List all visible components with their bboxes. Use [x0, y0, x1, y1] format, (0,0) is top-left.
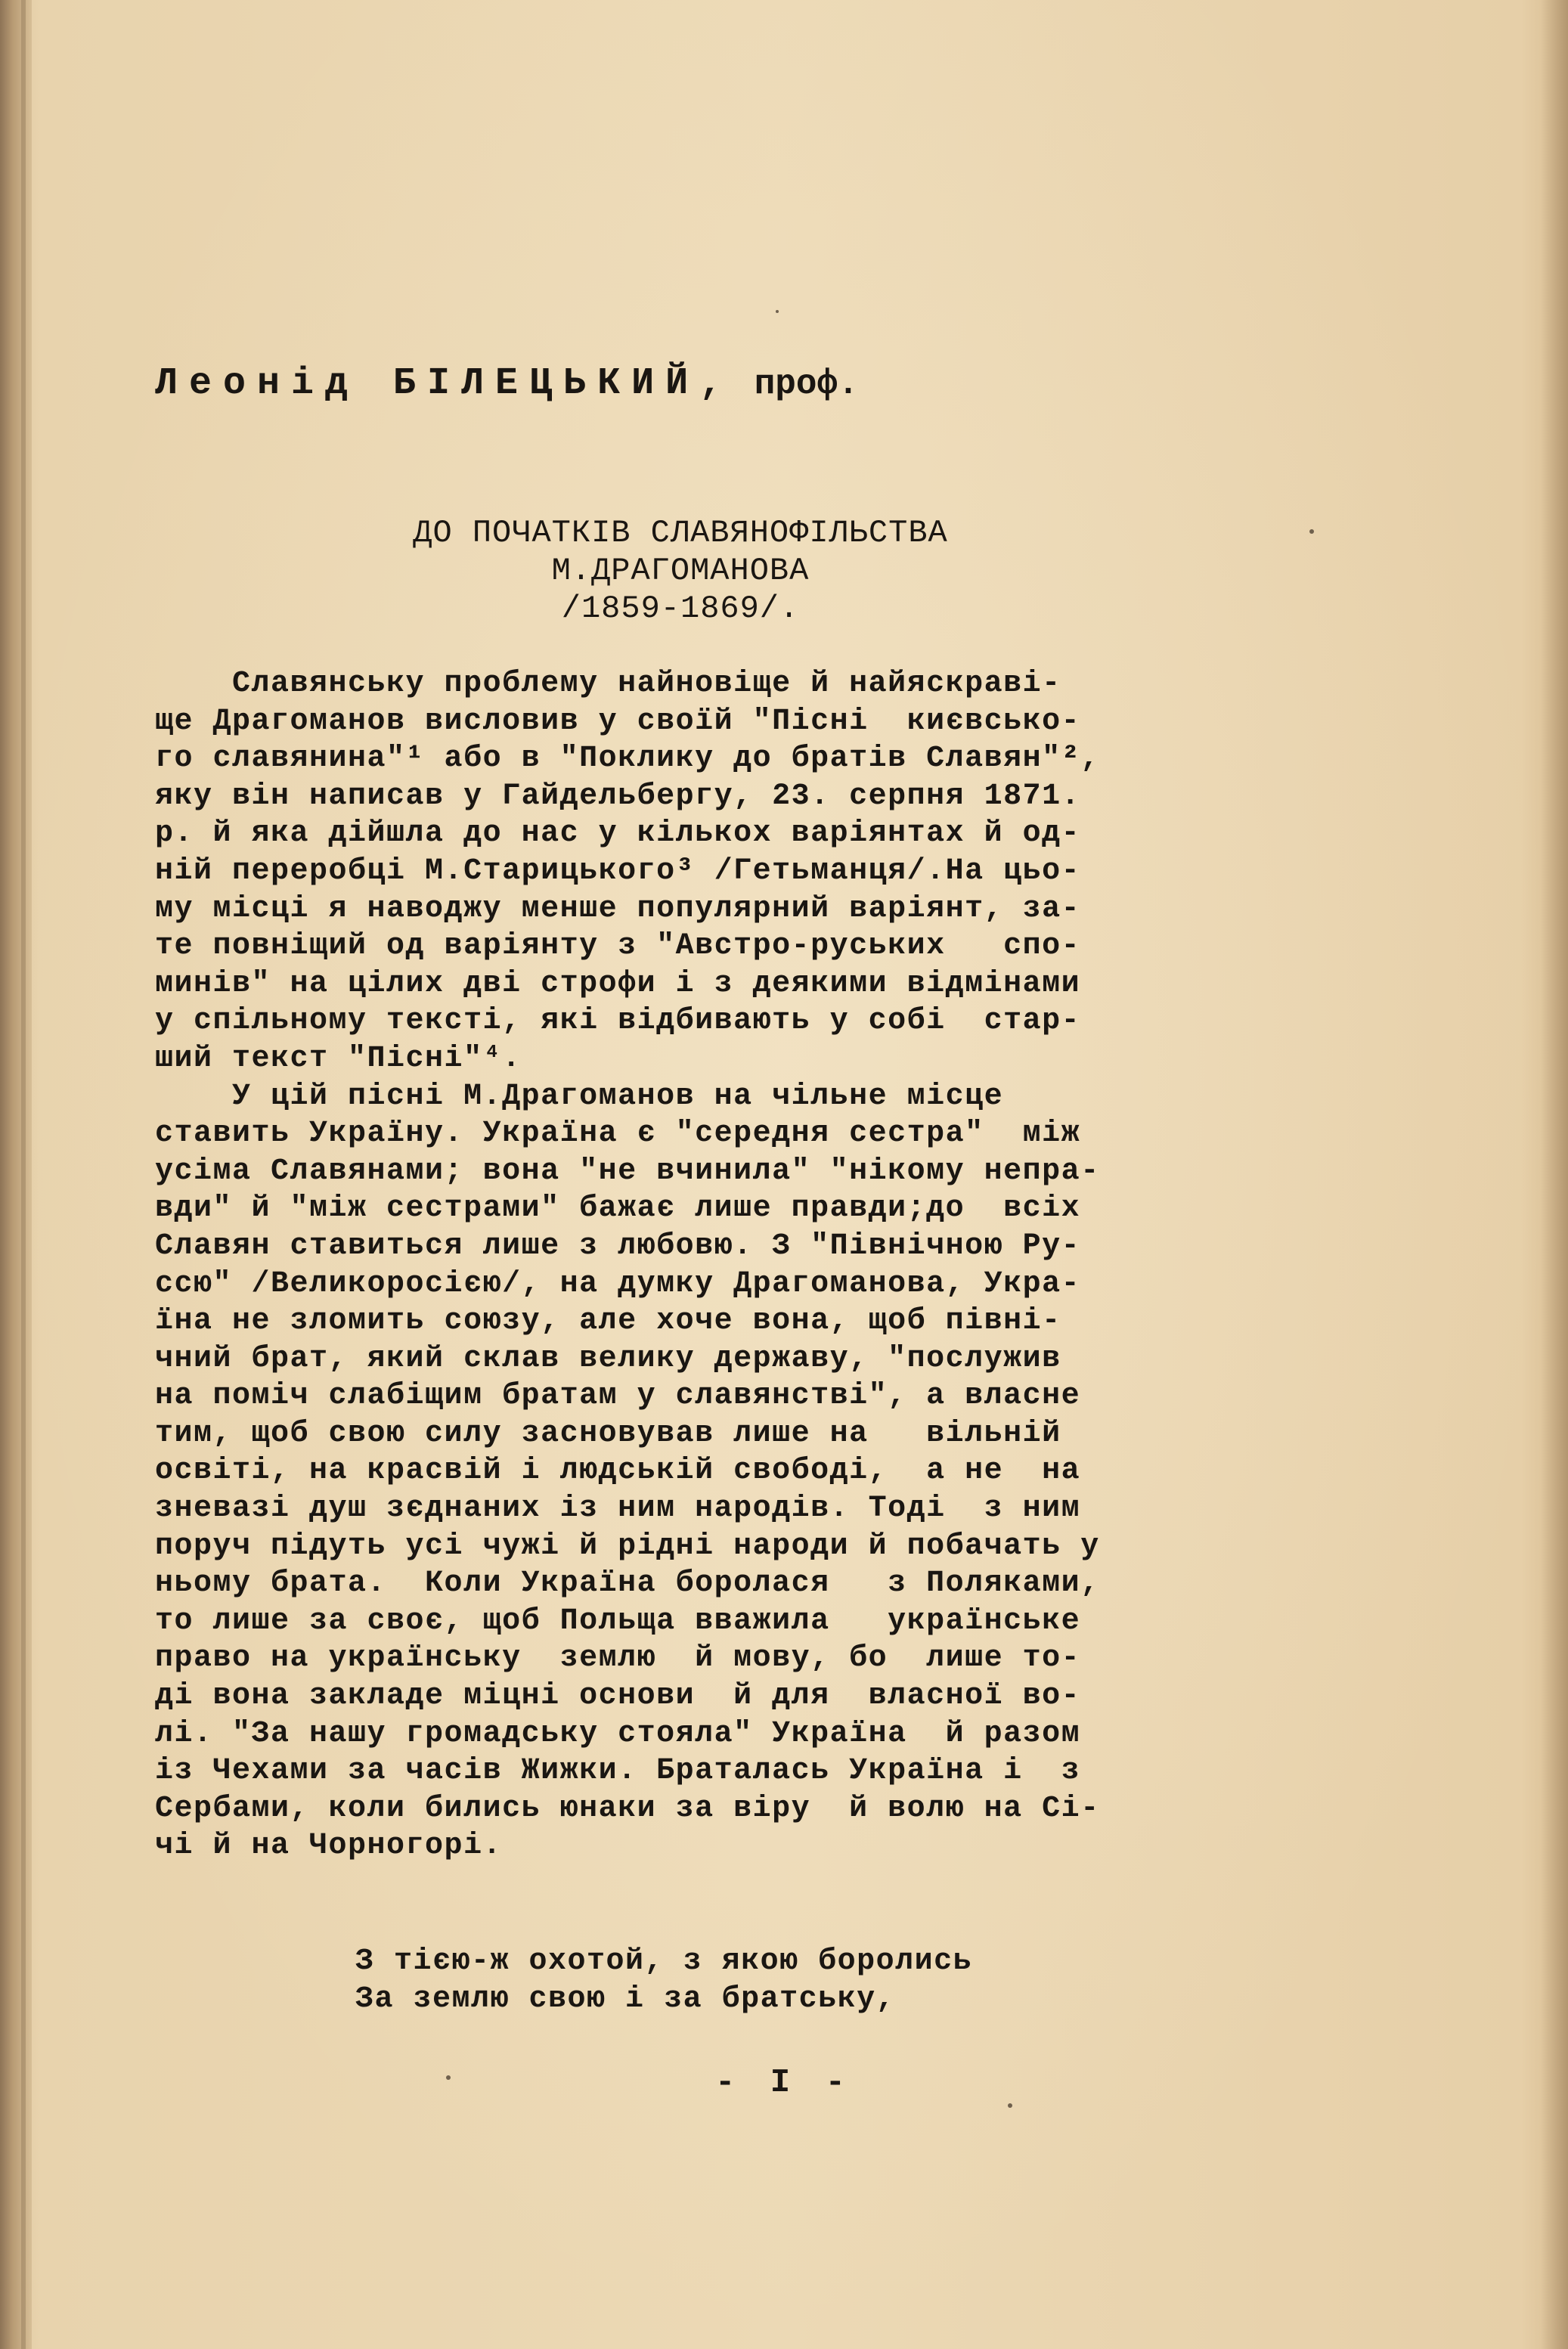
body-line: чі й на Чорногорі.	[155, 1829, 503, 1864]
body-line: Славян ставиться лише з любовю. З "Північною Ру-	[155, 1229, 1081, 1263]
body-line: ший текст "Пісні"⁴.	[155, 1041, 522, 1076]
body-line: го славянина"¹ або в "Поклику до братів Славян"²,	[155, 742, 1100, 776]
scan-speck	[446, 2075, 451, 2080]
title-line: /1859-1869/.	[561, 590, 800, 627]
body-line: у спільному тексті, які відбивають у собі стар-	[155, 1004, 1081, 1039]
body-line: тим, щоб свою силу засновував лише на вільній	[155, 1416, 1061, 1451]
body-line: освіті, на красвій і людській свободі, а не на	[155, 1454, 1081, 1489]
scan-speck	[1309, 529, 1314, 534]
article-title	[378, 514, 983, 628]
body-line: поруч підуть усі чужі й рідні народи й побачать у	[155, 1529, 1100, 1563]
body-line: із Чехами за часів Жижки. Браталась Україна і з	[155, 1754, 1081, 1789]
body-line: ставить Україну. Україна є "середня сестра" між	[155, 1117, 1081, 1151]
body-line: ній переробці М.Старицького³ /Гетьманця/.На цьо-	[155, 854, 1081, 888]
author-rank: проф.	[733, 364, 859, 404]
body-line: лі. "За нашу громадську стояла" Україна й разом	[155, 1716, 1081, 1751]
body-line: р. й яка дійшла до нас у кількох варіянтах й од-	[155, 817, 1081, 851]
body-line: яку він написав у Гайдельбергу, 23. серпня 1871.	[155, 779, 1081, 813]
body-line: ньому брата. Коли Україна боролася з Поляками,	[155, 1567, 1100, 1601]
body-line: вди" й "між сестрами" бажає лише правди;до всіх	[155, 1192, 1081, 1226]
body-text	[155, 665, 1380, 1865]
verse-quote	[355, 1943, 972, 2019]
author-name: Леонід БІЛЕЦЬКИЙ,	[155, 362, 734, 405]
scan-speck	[776, 310, 779, 313]
body-line: ді вона закладе міцні основи й для власної во-	[155, 1679, 1081, 1714]
verse-line: За землю свою і за братську,	[355, 1982, 896, 2016]
title-line: М.ДРАГОМАНОВА	[551, 553, 810, 589]
verse-line: З тією-ж охотой, з якою боролись	[355, 1945, 973, 1979]
body-line: усіма Славянами; вона "не вчинила" "нікому непра-	[155, 1154, 1100, 1188]
body-line: ще Драгоманов висловив у своїй "Пісні києвсько-	[155, 704, 1081, 739]
right-edge-shadow	[1541, 0, 1568, 2349]
body-line: їна не зломить союзу, але хоче вона, щоб півні-	[155, 1304, 1061, 1339]
body-line: У цій пісні М.Драгоманов на чільне місце	[155, 1079, 1004, 1114]
page-number: - I -	[714, 2064, 854, 2102]
body-line: Сербами, коли бились юнаки за віру й волю на Сі-	[155, 1791, 1100, 1826]
body-line: чний брат, який склав велику державу, "послужив	[155, 1341, 1061, 1376]
body-line: зневазі душ зєднаних із ним народів. Тоді з ним	[155, 1492, 1081, 1526]
body-line: минів" на цілих дві строфи і з деякими відмінами	[155, 966, 1081, 1001]
body-line: ссю" /Великоросією/, на думку Драгоманова, Укра-	[155, 1266, 1081, 1301]
body-line: право на українську землю й мову, бо лише то-	[155, 1641, 1081, 1676]
title-line: ДО ПОЧАТКІВ СЛАВЯНОФІЛЬСТВА	[413, 515, 948, 551]
body-line: му місці я наводжу менше популярний варіянт, за-	[155, 891, 1081, 926]
body-line: Славянську проблему найновіще й найяскраві-	[155, 667, 1061, 701]
body-line: то лише за своє, щоб Польща вважила українське	[155, 1604, 1081, 1638]
spine-edge-line	[21, 0, 26, 2349]
author-line	[155, 361, 859, 407]
body-line: те повніщий од варіянту з "Австро-руських спо-	[155, 929, 1081, 964]
scan-speck	[1008, 2103, 1012, 2108]
book-spine-shadow	[0, 0, 32, 2349]
body-line: на поміч слабіщим братам у славянстві", а власне	[155, 1379, 1081, 1414]
